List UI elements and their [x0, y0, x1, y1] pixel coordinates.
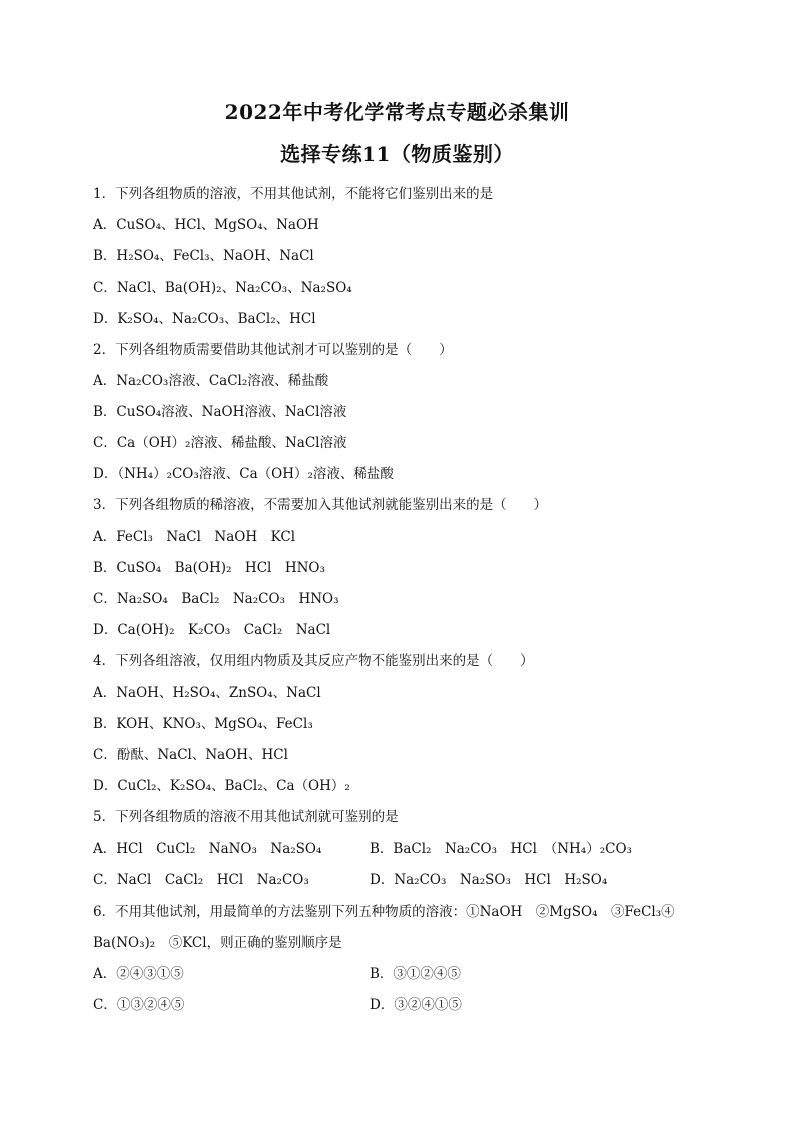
question-3-option-a: A．FeCl₃ NaCl NaOH KCl: [93, 529, 296, 545]
question-2-stem: 2．下列各组物质需要借助其他试剂才可以鉴别的是（ ）: [93, 342, 453, 358]
question-6-option-d: D．③②④①⑤: [370, 997, 462, 1013]
question-6-stem-line-2: Ba(NO₃)₂ ⑤KCl，则正确的鉴别顺序是: [93, 935, 342, 951]
question-5-stem: 5．下列各组物质的溶液不用其他试剂就可鉴别的是: [93, 809, 399, 825]
question-4-option-c: C．酚酞、NaCl、NaOH、HCl: [93, 747, 288, 763]
question-6-option-b: B．③①②④⑤: [370, 966, 461, 982]
question-1-option-c: C．NaCl、Ba(OH)₂、Na₂CO₃、Na₂SO₄: [93, 280, 352, 296]
question-1-option-b: B．H₂SO₄、FeCl₃、NaOH、NaCl: [93, 248, 314, 264]
question-5-option-d: D．Na₂CO₃ Na₂SO₃ HCl H₂SO₄: [370, 872, 608, 888]
question-3-stem: 3．下列各组物质的稀溶液，不需要加入其他试剂就能鉴别出来的是（ ）: [93, 497, 548, 513]
question-2-option-b: B．CuSO₄溶液、NaOH溶液、NaCl溶液: [93, 404, 347, 420]
question-2-option-c: C．Ca（OH）₂溶液、稀盐酸、NaCl溶液: [93, 435, 347, 451]
page-subtitle: 选择专练11（物质鉴别）: [280, 142, 514, 166]
question-5-option-c: C．NaCl CaCl₂ HCl Na₂CO₃: [93, 872, 309, 888]
question-4-stem: 4．下列各组溶液，仅用组内物质及其反应产物不能鉴别出来的是（ ）: [93, 653, 534, 669]
question-6-option-a: A．②④③①⑤: [93, 966, 184, 982]
question-4-option-a: A．NaOH、H₂SO₄、ZnSO₄、NaCl: [93, 685, 321, 701]
question-5-option-a: A．HCl CuCl₂ NaNO₃ Na₂SO₄: [93, 841, 322, 857]
question-3-option-c: C．Na₂SO₄ BaCl₂ Na₂CO₃ HNO₃: [93, 591, 339, 607]
page-title: 2022年中考化学常考点专题必杀集训: [224, 100, 570, 124]
question-2-option-a: A．Na₂CO₃溶液、CaCl₂溶液、稀盐酸: [93, 373, 329, 389]
question-6-stem-line-1: 6．不用其他试剂，用最简单的方法鉴别下列五种物质的溶液：①NaOH ②MgSO₄ ③FeCl₃④: [93, 904, 675, 920]
question-2-option-d: D．（NH₄）₂CO₃溶液、Ca（OH）₂溶液、稀盐酸: [93, 466, 394, 482]
question-4-option-d: D．CuCl₂、K₂SO₄、BaCl₂、Ca（OH）₂: [93, 778, 350, 794]
question-6-option-c: C．①③②④⑤: [93, 997, 185, 1013]
question-1-stem: 1．下列各组物质的溶液，不用其他试剂，不能将它们鉴别出来的是: [93, 186, 494, 202]
question-1-option-d: D．K₂SO₄、Na₂CO₃、BaCl₂、HCl: [93, 311, 316, 327]
question-4-option-b: B．KOH、KNO₃、MgSO₄、FeCl₃: [93, 716, 313, 732]
question-1-option-a: A．CuSO₄、HCl、MgSO₄、NaOH: [93, 217, 319, 233]
question-5-option-b: B．BaCl₂ Na₂CO₃ HCl （NH₄）₂CO₃: [370, 841, 632, 857]
question-3-option-d: D．Ca(OH)₂ K₂CO₃ CaCl₂ NaCl: [93, 622, 331, 638]
question-3-option-b: B．CuSO₄ Ba(OH)₂ HCl HNO₃: [93, 560, 325, 576]
